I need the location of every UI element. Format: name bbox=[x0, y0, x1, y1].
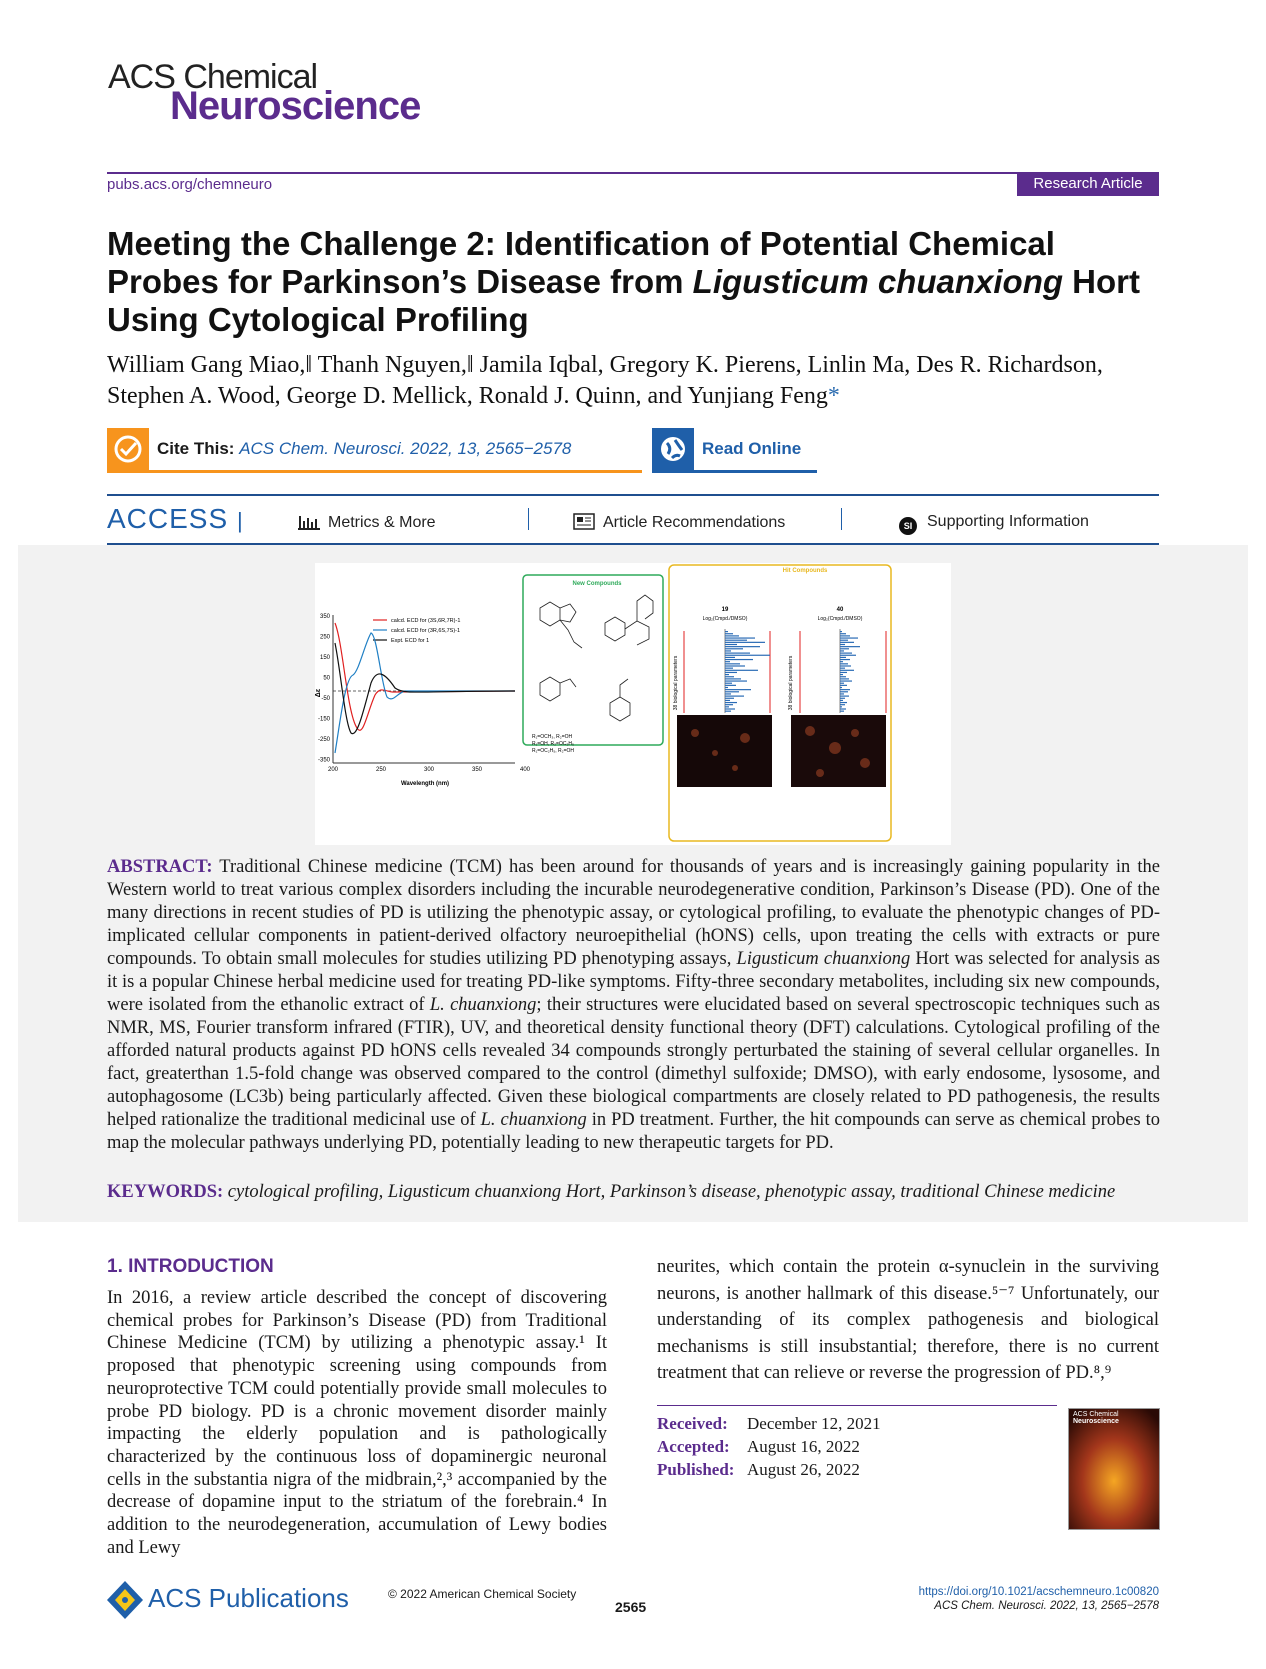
accepted-label: Accepted: bbox=[657, 1437, 730, 1456]
cell-image-19 bbox=[677, 715, 772, 787]
doi-link[interactable]: https://doi.org/10.1021/acschemneuro.1c00820 bbox=[918, 1586, 1159, 1598]
ecd-ylabel: Δε bbox=[315, 688, 322, 698]
hit-bar bbox=[840, 670, 854, 671]
hit-bar bbox=[840, 668, 845, 669]
si-icon: SI bbox=[899, 517, 917, 535]
abstract-label: ABSTRACT: bbox=[107, 857, 213, 877]
hit-bar bbox=[840, 672, 847, 673]
hit-bar bbox=[840, 708, 846, 709]
hit-bar bbox=[725, 657, 735, 658]
hit-bar bbox=[840, 650, 844, 651]
journal-url-link[interactable]: pubs.acs.org/chemneuro bbox=[107, 176, 273, 193]
received-date: December 12, 2021 bbox=[747, 1414, 881, 1433]
hit-bar bbox=[725, 665, 745, 666]
received-label: Received: bbox=[657, 1414, 728, 1433]
ecd-curve-blue bbox=[335, 633, 515, 753]
hit-bar bbox=[840, 683, 844, 684]
hit-bar bbox=[840, 637, 858, 638]
hit-bar bbox=[840, 646, 860, 647]
ecd-ytick: -150 bbox=[317, 716, 330, 723]
ecd-xlabel: Wavelength (nm) bbox=[400, 781, 450, 787]
metrics-more-link[interactable]: Metrics & More bbox=[298, 513, 436, 535]
cite-this-button[interactable] bbox=[107, 428, 642, 473]
hit-bar bbox=[840, 665, 851, 666]
hit-bar bbox=[725, 648, 743, 649]
hit-bar bbox=[725, 704, 733, 705]
hit-bar bbox=[725, 696, 744, 697]
hit-bar bbox=[840, 657, 846, 658]
hit-bar bbox=[725, 693, 731, 694]
ecd-legend-1: calcd. ECD for (3S,6R,7R)-1 bbox=[391, 618, 461, 624]
hit-bar bbox=[725, 702, 737, 703]
intro-paragraph-col1: In 2016, a review article described the concept of discovering chemical probes for Parkinson’s Disease (PD) from Traditional Chinese Medicine (TCM) by utilizing a phenotypic assay.¹ It proposed that phenotypic screening using compounds from neuroprotective TCM could potentially provide small molecules to probe PD biology. PD is a chronic movement disorder mainly impacting the elderly population and is pathologically characterized by the continuous loss of dopaminergic neuronal cells in the substantia nigra of the midbrain,²,³ accompanied by the decrease of dopamine input to the striatum of the forebrain.⁴ In addition to the neurodegeneration, accumulation of Lewy bodies and Lewy bbox=[107, 1288, 607, 1558]
hit-bar bbox=[840, 635, 850, 636]
ecd-chart bbox=[315, 614, 531, 787]
keywords: KEYWORDS: cytological profiling, Ligusticum chuanxiong Hort, Parkinson’s disease, phenotypic assay, traditional Chinese medicine bbox=[107, 1182, 1116, 1202]
header-rule bbox=[107, 172, 1159, 174]
hit-bar bbox=[840, 693, 844, 694]
chemical-structures bbox=[540, 595, 653, 721]
journal-cover-thumbnail[interactable] bbox=[1068, 1408, 1160, 1530]
hit-bar bbox=[725, 653, 750, 654]
ecd-ytick: -350 bbox=[317, 757, 330, 764]
hit-bar bbox=[840, 653, 852, 654]
hit-bar bbox=[725, 687, 728, 688]
ecd-xtick: 200 bbox=[327, 767, 339, 773]
hit-bar bbox=[840, 685, 847, 686]
hit-bar bbox=[840, 659, 850, 660]
hit-bar bbox=[725, 676, 734, 677]
hit-bar bbox=[725, 646, 760, 647]
hit-bar bbox=[840, 698, 845, 699]
hit-bar bbox=[725, 674, 729, 675]
hit-bar bbox=[725, 700, 730, 701]
ecd-xtick: 350 bbox=[471, 767, 483, 773]
hit-bar bbox=[840, 678, 849, 679]
published-date: August 26, 2022 bbox=[747, 1460, 860, 1479]
author-list: William Gang Miao,‖ Thanh Nguyen,‖ Jamila Iqbal, Gregory K. Pierens, Linlin Ma, Des R. Richardson, Stephen A. Wood, George D. Mellick, Ronald J. Quinn, and Yunjiang Feng* bbox=[107, 352, 1103, 409]
hit-bar bbox=[840, 631, 842, 632]
compound-40-label: 40 bbox=[836, 607, 844, 613]
ecd-ytick: 350 bbox=[319, 614, 330, 620]
toc-graphic bbox=[315, 563, 951, 845]
hit-bar bbox=[725, 642, 765, 643]
acs-logo-icon bbox=[107, 1581, 143, 1624]
section-heading: 1. INTRODUCTION bbox=[107, 1256, 274, 1277]
ecd-ytick: 250 bbox=[319, 634, 330, 641]
hit-bar bbox=[840, 655, 856, 656]
hit-bar bbox=[840, 663, 848, 664]
hit-bar bbox=[725, 663, 740, 664]
hit-bar bbox=[840, 711, 844, 712]
intro-paragraph-col2: neurites, which contain the protein α-synuclein in the surviving neurons, is another hallmark of this disease.⁵⁻⁷ Unfortunately, our understanding of its complex pathogenesis and biological mechanisms is still insubstantial; therefore, there is no current treatment that can relieve or reverse the progression of PD.⁸,⁹ bbox=[657, 1257, 1159, 1383]
hit-bar bbox=[725, 708, 735, 709]
ecd-xtick: 400 bbox=[519, 767, 531, 773]
journal-logo-subtitle: Neuroscience bbox=[170, 84, 421, 128]
globe-icon bbox=[652, 428, 694, 470]
hit-bar bbox=[725, 685, 736, 686]
hit-bar bbox=[840, 661, 843, 662]
toc-svg bbox=[315, 563, 951, 845]
hit-bar bbox=[725, 655, 770, 656]
ecd-ytick: 50 bbox=[323, 675, 330, 682]
hit-bar bbox=[840, 696, 849, 697]
accepted-date: August 16, 2022 bbox=[747, 1437, 860, 1456]
hit-bar bbox=[725, 678, 741, 679]
log-label-40: Log₂(Cmpd./DMSO) bbox=[817, 616, 863, 622]
hit-bar bbox=[840, 633, 846, 634]
article-type-badge: Research Article bbox=[1017, 172, 1159, 196]
abstract: ABSTRACT: Traditional Chinese medicine (TCM) has been around for thousands of years and is increasingly gaining popularity in the Western world to treat various complex disorders including the incurable neurodegenerative condition, Parkinson’s Disease (PD). One of the many directions in recent studies of PD is utilizing the phenotypic assay, or cytological profiling, to evaluate the phenotypic changes of PD-implicated cellular components in patient-derived olfactory neuroepithelial (hONS) cells, upon treating the cells with extracts or pure compounds. To obtain small molecules for studies utilizing PD phenotyping assays, Ligusticum chuanxiong Hort was selected for analysis as it is a popular Chinese herbal medicine used for treating PD-like symptoms. Fifty-three secondary metabolites, including six new compounds, were isolated from the ethanolic extract of L. chuanxiong; their structures were elucidated based on several spectroscopic techniques such as NMR, MS, Fourier transform infrared (FTIR), UV, and theoretical density functional theory (DFT) calculations. Cytological profiling of the afforded natural products against PD hONS cells revealed 34 compounds strongly perturbated the staining of several cellular organelles. In fact, greaterthan 1.5-fold change was observed compared to the control (dimethyl sulfoxide; DMSO), with early endosome, lysosome, and autophagosome (LC3b) being particularly affected. Given these biological compartments are closely related to PD pathogenesis, the results helped rationalize the traditional medicinal use of L. chuanxiong in PD treatment. Further, the hit compounds can serve as chemical probes to map the molecular pathways underlying PD, potentially leading to new therapeutic targets for PD. bbox=[107, 857, 1160, 1153]
hit-bar bbox=[725, 683, 732, 684]
r-group-3: R₁=OC₂H₅, R₂=OH bbox=[532, 748, 575, 754]
page-number: 2565 bbox=[615, 1599, 647, 1615]
supporting-information-link[interactable]: SI Supporting Information bbox=[899, 513, 1089, 535]
hit-bar bbox=[725, 698, 734, 699]
hit-bar bbox=[725, 668, 733, 669]
hit-bar bbox=[840, 674, 843, 675]
hit-bar bbox=[840, 648, 849, 649]
hit-bar bbox=[725, 631, 728, 632]
hit-bar bbox=[725, 706, 729, 707]
ecd-legend-2: calcd. ECD for (3R,6S,7S)-1 bbox=[391, 628, 461, 634]
hit-bar bbox=[840, 644, 845, 645]
access-rule bbox=[107, 494, 1159, 496]
bar-chart-icon bbox=[298, 513, 320, 535]
article-icon bbox=[573, 513, 595, 535]
hit-bar bbox=[840, 676, 846, 677]
hit-bar bbox=[840, 680, 852, 681]
access-divider bbox=[528, 508, 529, 530]
hit-bar bbox=[840, 689, 850, 690]
hit-bar bbox=[725, 670, 758, 671]
ecd-ytick: 150 bbox=[319, 655, 330, 661]
corresponding-author-star[interactable]: * bbox=[827, 383, 840, 409]
published-label: Published: bbox=[657, 1460, 735, 1479]
r-group-1: R₁=OCH₃, R₂=OH bbox=[532, 734, 573, 740]
hit-bar bbox=[840, 704, 845, 705]
footer-citation: ACS Chem. Neurosci. 2022, 13, 2565−2578 bbox=[934, 1600, 1159, 1612]
hit-bar bbox=[725, 691, 739, 692]
hit-bar bbox=[725, 633, 733, 634]
ecd-xtick: 300 bbox=[423, 767, 435, 773]
new-compounds-label: New Compounds bbox=[572, 581, 622, 587]
ecd-xtick: 250 bbox=[375, 767, 387, 773]
read-online-button[interactable] bbox=[652, 428, 817, 473]
ecd-ytick: -50 bbox=[321, 696, 330, 702]
hit-bar bbox=[840, 642, 854, 643]
new-compounds-box bbox=[523, 575, 663, 745]
hit-bar bbox=[725, 680, 747, 681]
hit-bar bbox=[725, 711, 731, 712]
journal-logo: ACS Chemical bbox=[108, 58, 318, 96]
hit-bar bbox=[725, 659, 753, 660]
hit-bar bbox=[725, 650, 731, 651]
hit-bar bbox=[725, 637, 755, 638]
bio-label-19: 38 biological parameters bbox=[673, 655, 679, 711]
checkmark-icon bbox=[107, 428, 149, 470]
hit-bar bbox=[725, 689, 751, 690]
ecd-legend-3: Expt. ECD for 1 bbox=[391, 638, 430, 644]
hit-bar bbox=[840, 706, 842, 707]
compound-19-label: 19 bbox=[721, 607, 729, 613]
bio-label-40: 38 biological parameters bbox=[788, 655, 794, 711]
dates-rule bbox=[657, 1405, 1057, 1406]
hit-bar bbox=[840, 691, 848, 692]
article-recommendations-link[interactable]: Article Recommendations bbox=[573, 513, 785, 535]
ecd-ytick: -250 bbox=[317, 737, 330, 743]
hit-bar bbox=[840, 702, 847, 703]
hit-bar bbox=[840, 687, 842, 688]
publisher-name: ACS Publications bbox=[148, 1583, 349, 1613]
hit-bar bbox=[725, 672, 737, 673]
access-divider bbox=[841, 508, 842, 530]
article-title: Meeting the Challenge 2: Identification of Potential Chemical Probes for Parkinson’s Disease from Ligusticum chuanxiong Hort Using Cytological Profiling bbox=[107, 225, 1141, 338]
read-online-label: Read Online bbox=[702, 439, 802, 458]
hit-bar bbox=[725, 644, 737, 645]
hit-bar bbox=[725, 661, 730, 662]
hit-bar bbox=[725, 640, 747, 641]
log-label-19: Log₂(Cmpd./DMSO) bbox=[702, 616, 748, 622]
hit-compounds-box bbox=[669, 565, 891, 841]
cite-label: Cite This: ACS Chem. Neurosci. 2022, 13, 2565−2578 bbox=[157, 439, 572, 458]
access-label: ACCESS | bbox=[107, 503, 244, 534]
hit-bar bbox=[840, 640, 848, 641]
hit-bar bbox=[840, 700, 843, 701]
r-group-2: R₁=OH, R₂=OC₂H₅ bbox=[532, 741, 575, 747]
copyright: © 2022 American Chemical Society bbox=[388, 1587, 577, 1601]
hit-compounds-label: Hit Compounds bbox=[782, 568, 828, 574]
hit-bar bbox=[725, 635, 739, 636]
cover-title: ACS Chemical Neuroscience bbox=[1073, 1411, 1119, 1425]
